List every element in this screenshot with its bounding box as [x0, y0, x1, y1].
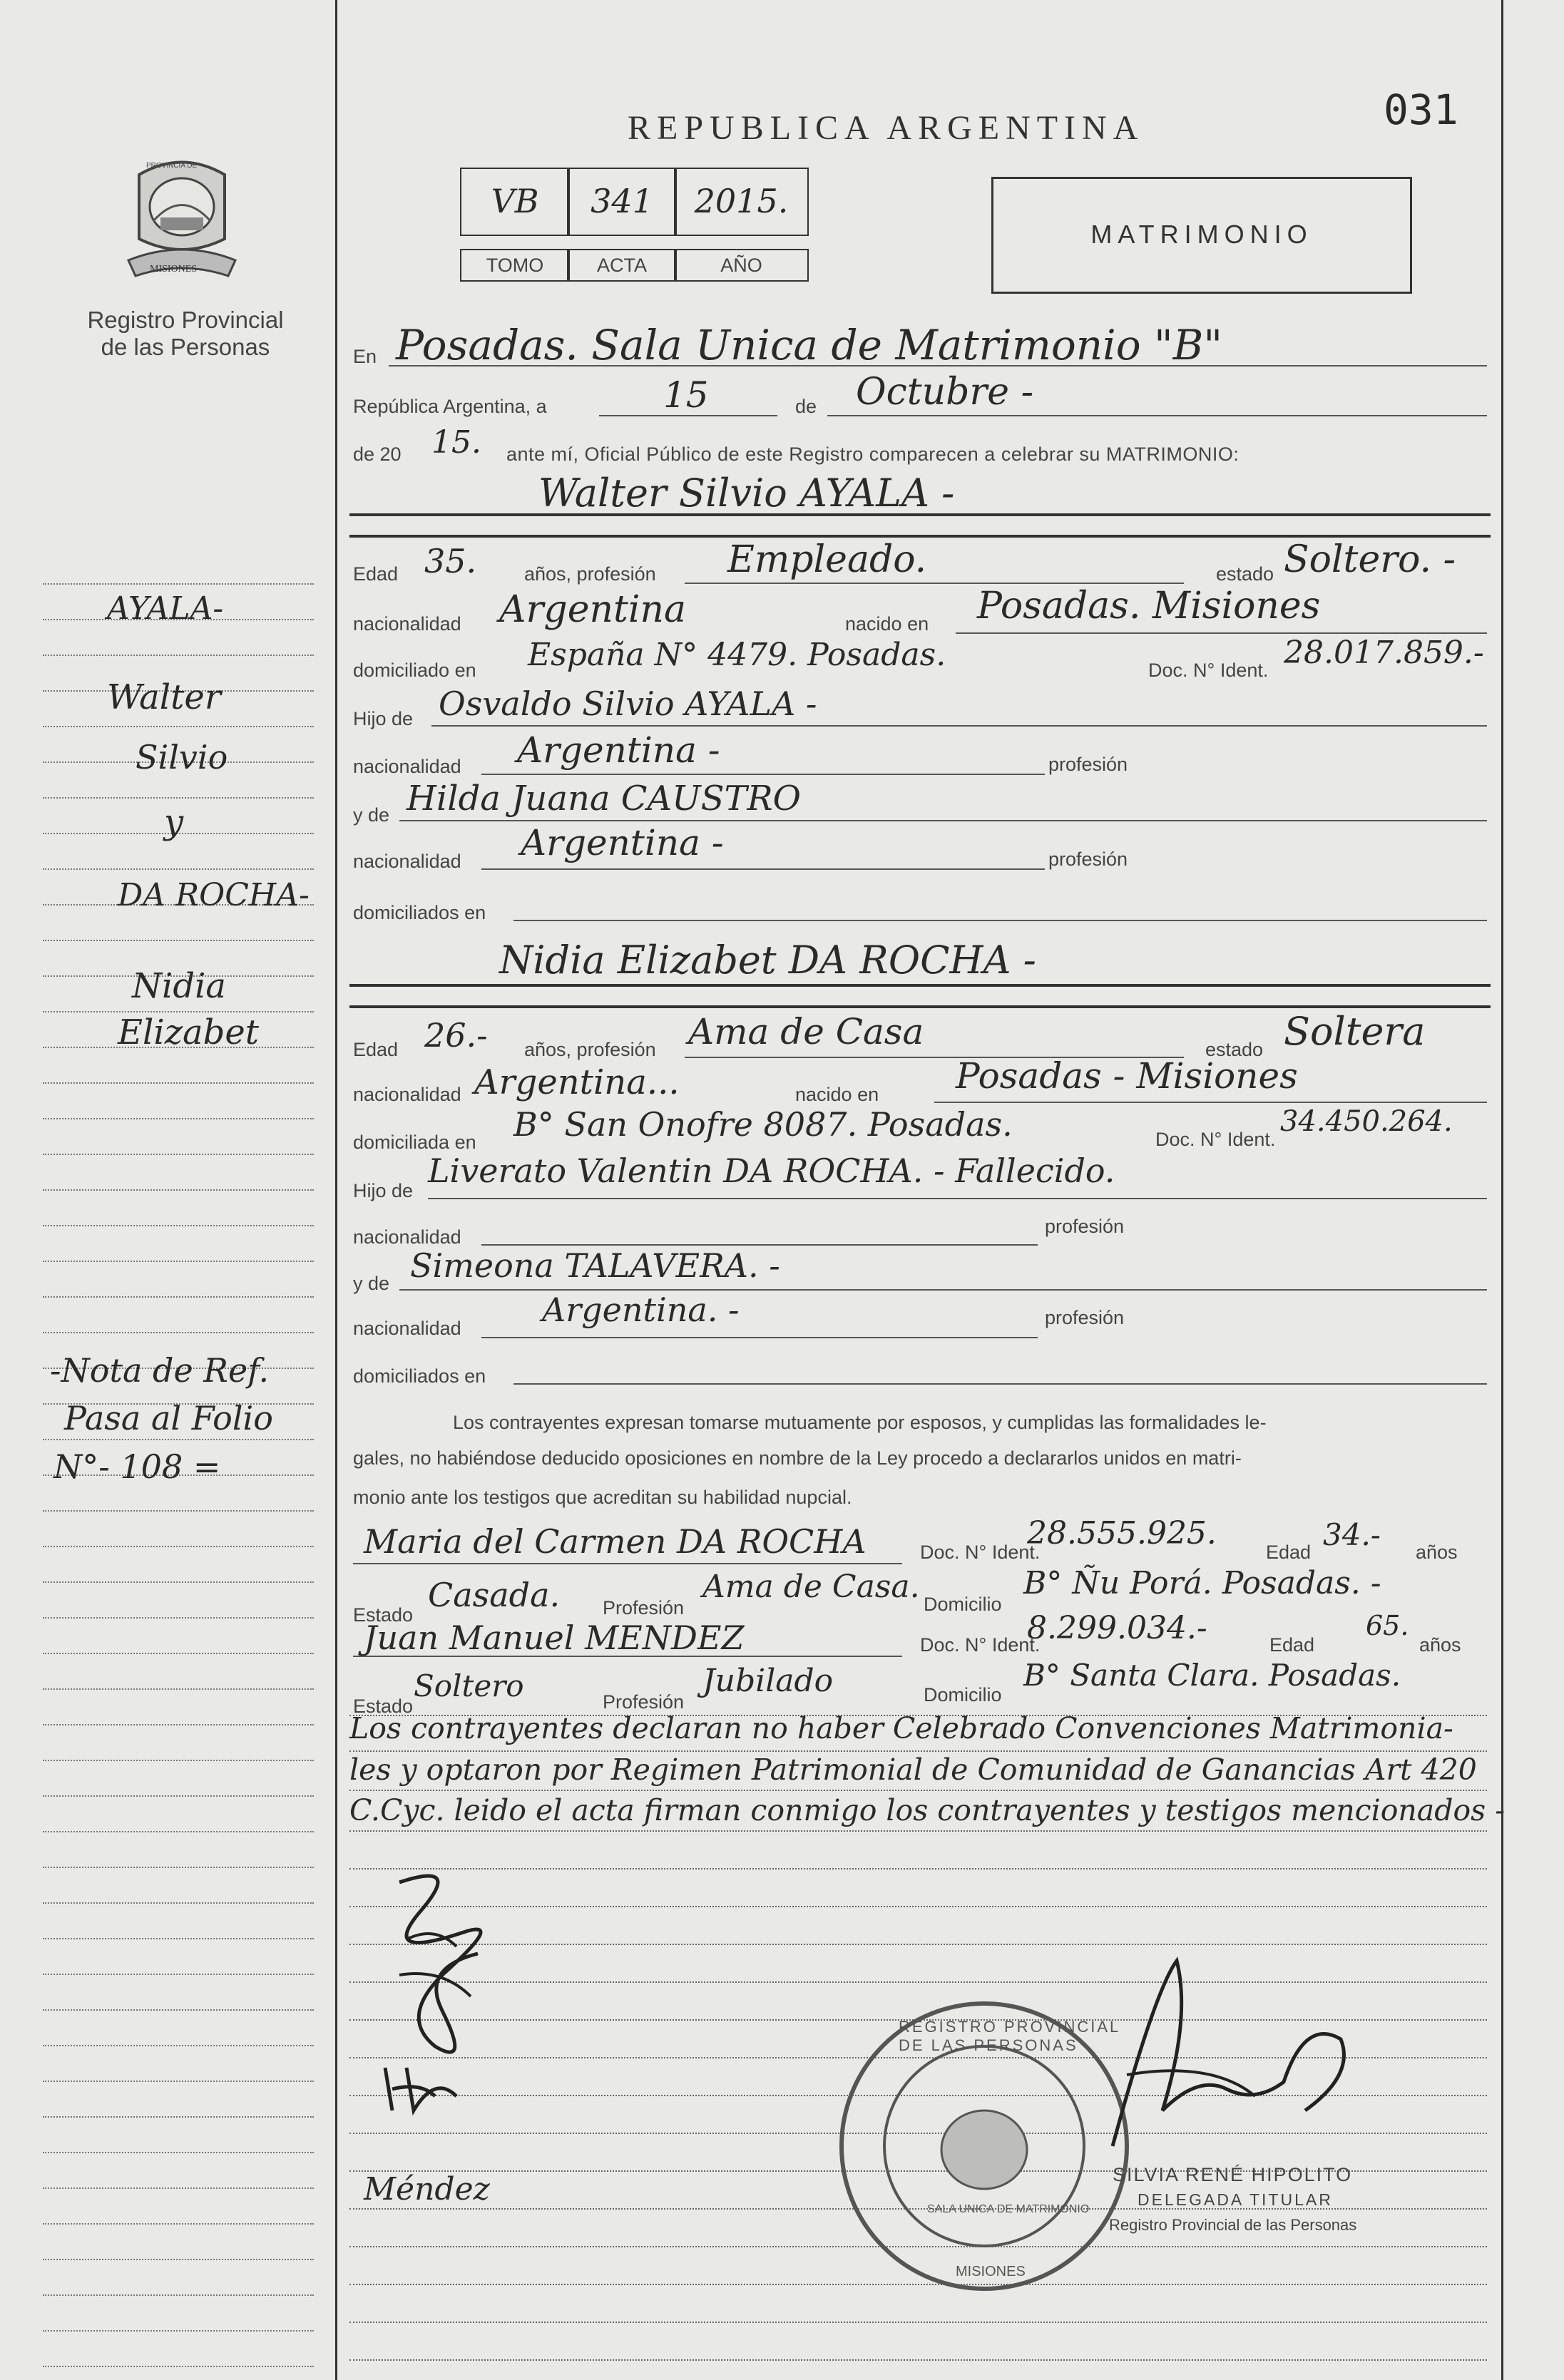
acta-value: 341: [591, 182, 653, 220]
ref-note-line1: -Nota de Ref.: [50, 1351, 270, 1390]
de-label: de: [795, 396, 817, 417]
stamp-inner-text: SALA UNICA DE MATRIMONIO: [927, 2203, 1090, 2215]
bride-signature: [371, 2053, 471, 2118]
bride-estado: Soltera: [1284, 1009, 1426, 1054]
bride-doc: 34.450.264.: [1280, 1105, 1453, 1138]
witness1-estado-label: Estado: [353, 1604, 414, 1626]
groom-father-nat: Argentina -: [517, 729, 720, 771]
witness2-edad-label: Edad: [1269, 1634, 1315, 1656]
margin-name4: Elizabet: [118, 1012, 260, 1052]
margin-surname2: DA ROCHA-: [118, 877, 310, 913]
groom-name: Walter Silvio AYALA -: [538, 471, 955, 516]
observation-line1: Los contrayentes declaran no haber Celebrado Convenciones Matrimonia-: [349, 1711, 1453, 1745]
groom-nationality: Argentina: [499, 588, 686, 631]
en-label: En: [353, 346, 377, 367]
bride-nat-label: nacionalidad: [353, 1084, 461, 1105]
official-name: SILVIA RENÉ HIPOLITO: [1113, 2164, 1353, 2185]
bride-mother-prof-label: profesión: [1045, 1307, 1125, 1328]
anio-label: AÑO: [674, 249, 809, 282]
witness1-doc-label: Doc. N° Ident.: [920, 1542, 1041, 1563]
bride-edad-label: Edad: [353, 1039, 399, 1060]
groom-mother: Hilda Juana CAUSTRO: [407, 779, 801, 819]
witness2-anos-label: años: [1419, 1634, 1461, 1656]
bride-anos-label: años, profesión: [524, 1039, 656, 1060]
groom-edad-label: Edad: [353, 563, 399, 585]
groom-estado: Soltero. -: [1284, 538, 1456, 581]
tomo-label: TOMO: [460, 249, 570, 282]
witness2-age: 65.: [1366, 1610, 1409, 1641]
witness1-prof-label: Profesión: [603, 1597, 685, 1619]
groom-dom-label: domiciliado en: [353, 660, 476, 681]
witness1-anos-label: años: [1416, 1542, 1458, 1563]
bride-mother-nat-label: nacionalidad: [353, 1318, 461, 1339]
groom-birthplace: Posadas. Misiones: [977, 585, 1321, 627]
groom-domiciliados-label: domiciliados en: [353, 902, 486, 923]
stamp-bottom-text: MISIONES: [956, 2264, 1026, 2279]
anio-value: 2015.: [694, 182, 789, 220]
folio-number: 031: [1384, 86, 1458, 134]
witness1-doc: 28.555.925.: [1027, 1515, 1217, 1551]
country-title: REPUBLICA ARGENTINA: [628, 109, 1145, 147]
groom-estado-label: estado: [1216, 563, 1274, 585]
declaration-line2: gales, no habiéndose deducido oposiciones en nombre de la Ley procedo a declararlos unidos en matri-: [353, 1447, 1242, 1469]
right-border-line: [1501, 0, 1503, 2380]
witness1-profession: Ama de Casa.: [702, 1569, 920, 1605]
margin-and: y: [164, 802, 184, 842]
witness1-age: 34.-: [1323, 1517, 1381, 1552]
groom-nat-label: nacionalidad: [353, 613, 461, 635]
observation-line2: les y optaron por Regimen Patrimonial de Comunidad de Ganancias Art 420: [349, 1753, 1477, 1787]
year-prefix: de 20: [353, 443, 402, 465]
witness2-prof-label: Profesión: [603, 1691, 685, 1713]
ref-note-line3: N°- 108 =: [53, 1447, 221, 1486]
bride-doc-label: Doc. N° Ident.: [1155, 1129, 1276, 1150]
groom-mother-prof-label: profesión: [1048, 848, 1128, 870]
bride-address: B° San Onofre 8087. Posadas.: [513, 1105, 1013, 1144]
stamp-ring-text: REGISTRO PROVINCIAL DE LAS PERSONAS: [899, 2018, 1120, 2054]
acta-cell: [567, 168, 677, 236]
groom-hijo-label: Hijo de: [353, 708, 414, 729]
tomo-cell: [460, 168, 570, 236]
groom-doc-label: Doc. N° Ident.: [1148, 660, 1269, 681]
republica-label: República Argentina, a: [353, 396, 547, 417]
groom-anos-label: años, profesión: [524, 563, 656, 585]
witness1-dom-label: Domicilio: [924, 1594, 1002, 1615]
bride-profession: Ama de Casa: [688, 1011, 924, 1052]
ref-note-line2: Pasa al Folio: [64, 1399, 273, 1437]
act-type-box: [991, 177, 1412, 294]
witness2-estado: Soltero: [414, 1668, 524, 1703]
witness1-edad-label: Edad: [1266, 1542, 1312, 1563]
registry-name: [68, 307, 303, 361]
witness2-estado-label: Estado: [353, 1696, 414, 1717]
place-value: Posadas. Sala Unica de Matrimonio "B": [396, 321, 1223, 369]
act-type-label: MATRIMONIO: [1090, 220, 1313, 249]
registry-name-line1: Registro Provincial: [87, 307, 284, 333]
declaration-line1: Los contrayentes expresan tomarse mutuamente por esposos, y cumplidas las formalidades le-: [453, 1412, 1267, 1433]
margin-name3: Nidia: [132, 966, 227, 1006]
bride-mother-nat: Argentina. -: [542, 1291, 740, 1329]
left-border-line: [335, 0, 337, 2380]
declaration-line3: monio ante los testigos que acreditan su habilidad nupcial.: [353, 1487, 852, 1508]
bride-dom-label: domiciliada en: [353, 1132, 476, 1153]
bride-birthplace: Posadas - Misiones: [956, 1055, 1298, 1097]
witness2-signature: Méndez: [364, 2171, 490, 2207]
bride-father: Liverato Valentin DA ROCHA. - Fallecido.: [428, 1151, 1115, 1190]
bride-domiciliados-label: domiciliados en: [353, 1365, 486, 1387]
witness2-doc: 8.299.034.-: [1027, 1610, 1207, 1646]
day-value: 15: [663, 374, 709, 416]
bride-age: 26.-: [424, 1016, 488, 1055]
witness2-dom-label: Domicilio: [924, 1684, 1002, 1706]
groom-father: Osvaldo Silvio AYALA -: [439, 684, 817, 723]
acta-label: ACTA: [567, 249, 677, 282]
groom-age: 35.: [424, 542, 477, 580]
bride-yde-label: y de: [353, 1273, 390, 1294]
bride-hijo-label: Hijo de: [353, 1180, 414, 1201]
official-org: Registro Provincial de las Personas: [1109, 2216, 1357, 2234]
margin-name1: Walter: [107, 677, 221, 717]
month-value: Octubre -: [856, 371, 1034, 414]
witness1-address: B° Ñu Porá. Posadas. -: [1023, 1565, 1381, 1601]
anio-cell: [674, 168, 809, 236]
bride-nacido-label: nacido en: [795, 1084, 879, 1105]
official-signature: [1070, 1932, 1369, 2175]
bride-name: Nidia Elizabet DA ROCHA -: [499, 938, 1036, 983]
tomo-value: VB: [491, 182, 539, 220]
observation-line3: C.Cyc. leido el acta firman conmigo los contrayentes y testigos mencionados -: [349, 1793, 1506, 1827]
witness2-address: B° Santa Clara. Posadas.: [1023, 1658, 1401, 1693]
bride-mother: Simeona TALAVERA. -: [410, 1246, 780, 1285]
witness1-estado: Casada.: [428, 1576, 561, 1614]
groom-address: España N° 4479. Posadas.: [528, 637, 946, 673]
groom-father-prof-label: profesión: [1048, 754, 1128, 775]
bride-father-prof-label: profesión: [1045, 1216, 1125, 1237]
bride-father-nat-label: nacionalidad: [353, 1226, 461, 1248]
seal-top-text: PROVINCIA DE: [146, 162, 198, 170]
witness1-name: Maria del Carmen DA ROCHA: [364, 1522, 867, 1561]
witness2-profession: Jubilado: [702, 1663, 834, 1699]
groom-profession: Empleado.: [727, 538, 927, 581]
official-title: DELEGADA TITULAR: [1138, 2190, 1333, 2209]
registry-name-line2: de las Personas: [101, 334, 270, 360]
witness2-doc-label: Doc. N° Ident.: [920, 1634, 1041, 1656]
margin-name2: Silvio: [136, 738, 228, 776]
margin-surname: AYALA-: [107, 590, 224, 627]
groom-yde-label: y de: [353, 804, 390, 826]
intro-text: ante mí, Oficial Público de este Registro comparecen a celebrar su MATRIMONIO:: [506, 443, 1240, 465]
seal-bottom-text: MISIONES: [150, 264, 198, 275]
groom-nacido-label: nacido en: [845, 613, 929, 635]
groom-mother-nat: Argentina -: [521, 822, 724, 863]
groom-doc: 28.017.859.-: [1284, 635, 1484, 671]
groom-father-nat-label: nacionalidad: [353, 756, 461, 777]
bride-nationality: Argentina...: [474, 1062, 680, 1102]
bride-estado-label: estado: [1205, 1039, 1264, 1060]
year-suffix: 15.: [431, 424, 481, 461]
witness2-name: Juan Manuel MENDEZ: [364, 1619, 745, 1657]
groom-mother-nat-label: nacionalidad: [353, 851, 461, 872]
groom-signature: [357, 1854, 521, 2068]
